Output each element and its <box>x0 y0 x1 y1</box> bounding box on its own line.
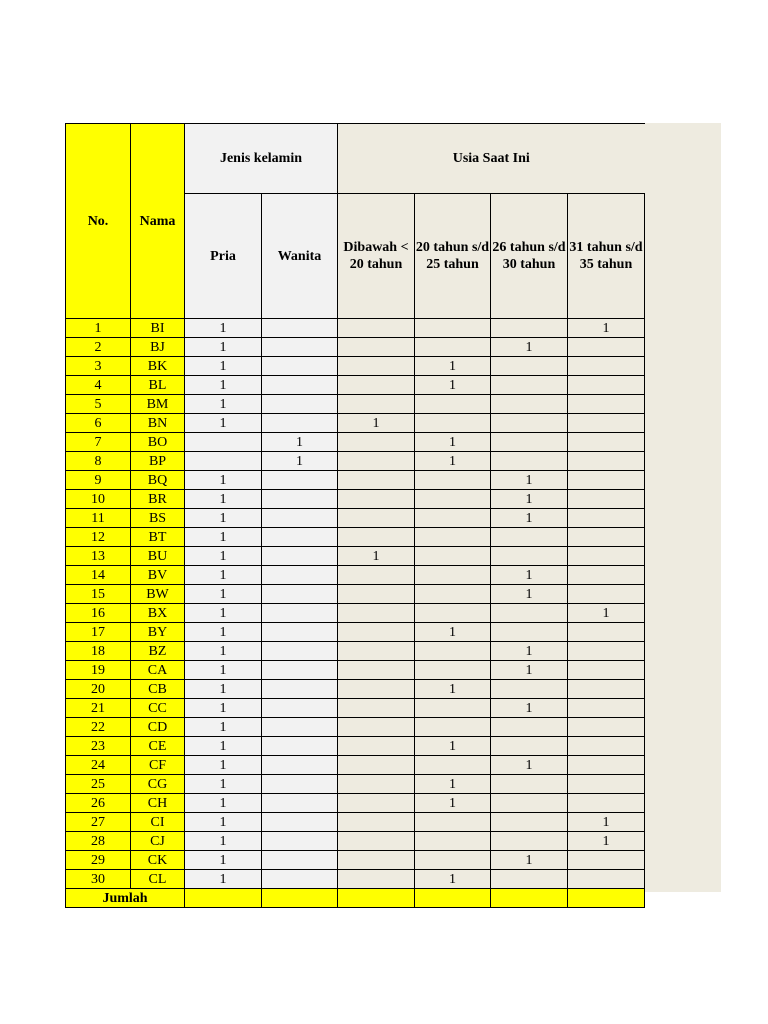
cell-wanita <box>262 547 338 566</box>
cell-wanita <box>262 376 338 395</box>
table-row <box>66 832 645 851</box>
cell-age-under-20 <box>338 794 415 813</box>
cell-age-20-25 <box>415 699 491 718</box>
footer-total-cell <box>338 889 415 908</box>
header-pria: Pria <box>185 194 262 319</box>
cell-age-20-25 <box>415 851 491 870</box>
cell-wanita <box>262 851 338 870</box>
footer-total-cell <box>262 889 338 908</box>
cell-age-under-20 <box>338 775 415 794</box>
cell-age-26-30: 1 <box>491 509 568 528</box>
header-no: No. <box>66 124 131 319</box>
table-row <box>66 775 645 794</box>
cell-age-20-25: 1 <box>415 870 491 889</box>
cell-wanita <box>262 395 338 414</box>
cell-age-31-35 <box>568 433 645 452</box>
cell-age-20-25 <box>415 471 491 490</box>
cell-nama: BW <box>131 585 185 604</box>
cell-age-31-35 <box>568 376 645 395</box>
cell-age-26-30: 1 <box>491 661 568 680</box>
header-nama: Nama <box>131 124 185 319</box>
cell-pria: 1 <box>185 338 262 357</box>
cell-age-under-20 <box>338 509 415 528</box>
cell-wanita <box>262 357 338 376</box>
cell-age-20-25 <box>415 395 491 414</box>
cell-no: 1 <box>66 319 131 338</box>
cell-pria: 1 <box>185 376 262 395</box>
cell-age-31-35: 1 <box>568 832 645 851</box>
cell-no: 29 <box>66 851 131 870</box>
table-row <box>66 870 645 889</box>
cell-nama: BJ <box>131 338 185 357</box>
cell-age-under-20 <box>338 338 415 357</box>
cell-age-under-20 <box>338 376 415 395</box>
table-row <box>66 566 645 585</box>
cell-no: 18 <box>66 642 131 661</box>
cell-age-26-30 <box>491 794 568 813</box>
cell-wanita <box>262 566 338 585</box>
cell-nama: BQ <box>131 471 185 490</box>
cell-no: 24 <box>66 756 131 775</box>
cell-age-20-25: 1 <box>415 376 491 395</box>
cell-wanita <box>262 699 338 718</box>
cell-age-26-30: 1 <box>491 851 568 870</box>
table-row <box>66 414 645 433</box>
table-row <box>66 699 645 718</box>
cell-age-20-25 <box>415 756 491 775</box>
cell-age-under-20 <box>338 452 415 471</box>
cell-no: 22 <box>66 718 131 737</box>
cell-no: 25 <box>66 775 131 794</box>
cell-age-under-20 <box>338 661 415 680</box>
cell-age-under-20 <box>338 357 415 376</box>
table-row <box>66 718 645 737</box>
cell-nama: CC <box>131 699 185 718</box>
cell-age-26-30 <box>491 395 568 414</box>
cell-no: 11 <box>66 509 131 528</box>
cell-pria: 1 <box>185 661 262 680</box>
cell-age-26-30: 1 <box>491 756 568 775</box>
cell-age-31-35 <box>568 851 645 870</box>
cell-nama: BP <box>131 452 185 471</box>
table-row <box>66 376 645 395</box>
cell-nama: CL <box>131 870 185 889</box>
footer-total-cell <box>185 889 262 908</box>
cell-age-20-25 <box>415 642 491 661</box>
cell-no: 6 <box>66 414 131 433</box>
cell-age-26-30 <box>491 604 568 623</box>
table-row <box>66 585 645 604</box>
cell-age-20-25: 1 <box>415 452 491 471</box>
cell-wanita <box>262 661 338 680</box>
cell-pria: 1 <box>185 623 262 642</box>
cell-age-31-35 <box>568 699 645 718</box>
cell-pria: 1 <box>185 414 262 433</box>
cell-no: 3 <box>66 357 131 376</box>
cell-wanita <box>262 642 338 661</box>
table-row <box>66 433 645 452</box>
cell-age-under-20 <box>338 851 415 870</box>
table-row <box>66 395 645 414</box>
header-age-26-30: 26 tahun s/d 30 tahun <box>491 194 568 319</box>
cell-age-20-25 <box>415 585 491 604</box>
cell-no: 13 <box>66 547 131 566</box>
table-row <box>66 338 645 357</box>
cell-age-31-35: 1 <box>568 813 645 832</box>
cell-pria: 1 <box>185 357 262 376</box>
cell-nama: BX <box>131 604 185 623</box>
cell-pria: 1 <box>185 490 262 509</box>
cell-age-26-30 <box>491 813 568 832</box>
cell-age-31-35 <box>568 794 645 813</box>
cell-nama: CJ <box>131 832 185 851</box>
cell-no: 14 <box>66 566 131 585</box>
cell-pria: 1 <box>185 756 262 775</box>
cell-wanita <box>262 756 338 775</box>
cell-pria: 1 <box>185 566 262 585</box>
cell-age-under-20 <box>338 832 415 851</box>
cell-pria: 1 <box>185 718 262 737</box>
cell-nama: CG <box>131 775 185 794</box>
table-row <box>66 756 645 775</box>
cell-age-under-20: 1 <box>338 547 415 566</box>
cell-pria: 1 <box>185 547 262 566</box>
cell-pria: 1 <box>185 680 262 699</box>
cell-wanita <box>262 490 338 509</box>
cell-age-31-35 <box>568 870 645 889</box>
table-row <box>66 623 645 642</box>
cell-wanita <box>262 509 338 528</box>
header-age-under-20: Dibawah < 20 tahun <box>338 194 415 319</box>
cell-no: 4 <box>66 376 131 395</box>
cell-nama: BR <box>131 490 185 509</box>
cell-age-31-35 <box>568 756 645 775</box>
cell-age-31-35: 1 <box>568 604 645 623</box>
cell-age-under-20 <box>338 490 415 509</box>
cell-age-under-20 <box>338 395 415 414</box>
footer-total-cell <box>415 889 491 908</box>
cell-no: 5 <box>66 395 131 414</box>
cell-pria: 1 <box>185 642 262 661</box>
cell-age-20-25: 1 <box>415 775 491 794</box>
cell-age-31-35 <box>568 718 645 737</box>
cell-age-26-30 <box>491 737 568 756</box>
cell-wanita <box>262 623 338 642</box>
table-row <box>66 680 645 699</box>
cell-nama: BU <box>131 547 185 566</box>
cell-age-26-30 <box>491 623 568 642</box>
cell-pria: 1 <box>185 851 262 870</box>
cell-pria: 1 <box>185 528 262 547</box>
cell-pria: 1 <box>185 585 262 604</box>
cell-age-26-30 <box>491 775 568 794</box>
cell-age-31-35 <box>568 775 645 794</box>
cell-age-20-25: 1 <box>415 794 491 813</box>
cell-age-31-35 <box>568 547 645 566</box>
cell-age-under-20: 1 <box>338 414 415 433</box>
cell-age-20-25 <box>415 528 491 547</box>
cell-age-20-25 <box>415 813 491 832</box>
cell-nama: CF <box>131 756 185 775</box>
cell-age-20-25: 1 <box>415 623 491 642</box>
cell-nama: CE <box>131 737 185 756</box>
cell-age-under-20 <box>338 585 415 604</box>
table-row <box>66 661 645 680</box>
cell-pria: 1 <box>185 870 262 889</box>
cell-no: 20 <box>66 680 131 699</box>
cell-age-26-30 <box>491 414 568 433</box>
cell-no: 26 <box>66 794 131 813</box>
cell-age-31-35 <box>568 357 645 376</box>
cell-no: 30 <box>66 870 131 889</box>
cell-wanita <box>262 338 338 357</box>
cell-age-under-20 <box>338 813 415 832</box>
header-age-20-25: 20 tahun s/d 25 tahun <box>415 194 491 319</box>
cell-nama: BT <box>131 528 185 547</box>
cell-nama: BV <box>131 566 185 585</box>
cell-pria: 1 <box>185 604 262 623</box>
cell-age-31-35: 1 <box>568 319 645 338</box>
cell-pria: 1 <box>185 699 262 718</box>
cell-nama: BS <box>131 509 185 528</box>
cell-no: 10 <box>66 490 131 509</box>
cell-nama: CK <box>131 851 185 870</box>
cell-age-26-30: 1 <box>491 585 568 604</box>
cell-age-20-25 <box>415 566 491 585</box>
cell-age-20-25 <box>415 338 491 357</box>
table-row <box>66 490 645 509</box>
cell-no: 2 <box>66 338 131 357</box>
cell-age-31-35 <box>568 509 645 528</box>
table-row <box>66 509 645 528</box>
cell-age-under-20 <box>338 433 415 452</box>
cell-nama: BK <box>131 357 185 376</box>
cell-age-26-30: 1 <box>491 490 568 509</box>
cell-pria: 1 <box>185 395 262 414</box>
cell-nama: CB <box>131 680 185 699</box>
cell-age-under-20 <box>338 699 415 718</box>
cell-pria: 1 <box>185 319 262 338</box>
cell-age-20-25: 1 <box>415 737 491 756</box>
cell-no: 19 <box>66 661 131 680</box>
cell-nama: BI <box>131 319 185 338</box>
cell-age-31-35 <box>568 528 645 547</box>
cell-age-26-30 <box>491 319 568 338</box>
cell-pria: 1 <box>185 794 262 813</box>
cell-age-20-25: 1 <box>415 680 491 699</box>
cell-age-31-35 <box>568 737 645 756</box>
cell-age-31-35 <box>568 471 645 490</box>
cell-no: 16 <box>66 604 131 623</box>
cell-pria: 1 <box>185 832 262 851</box>
cell-age-20-25 <box>415 319 491 338</box>
cell-wanita <box>262 471 338 490</box>
footer-label: Jumlah <box>66 889 185 908</box>
cell-age-26-30: 1 <box>491 566 568 585</box>
table-row <box>66 471 645 490</box>
table-row <box>66 357 645 376</box>
cell-nama: BZ <box>131 642 185 661</box>
cell-nama: CH <box>131 794 185 813</box>
cell-age-20-25 <box>415 604 491 623</box>
cell-no: 28 <box>66 832 131 851</box>
cell-age-31-35 <box>568 661 645 680</box>
cell-nama: BO <box>131 433 185 452</box>
cell-pria: 1 <box>185 737 262 756</box>
cell-age-20-25: 1 <box>415 357 491 376</box>
table-row <box>66 452 645 471</box>
cell-age-under-20 <box>338 471 415 490</box>
table-row <box>66 642 645 661</box>
cell-wanita <box>262 832 338 851</box>
cell-age-26-30 <box>491 376 568 395</box>
cell-pria <box>185 452 262 471</box>
cell-age-20-25 <box>415 661 491 680</box>
cell-no: 7 <box>66 433 131 452</box>
table-row <box>66 813 645 832</box>
cell-age-31-35 <box>568 680 645 699</box>
cell-age-20-25 <box>415 718 491 737</box>
cell-no: 12 <box>66 528 131 547</box>
cell-age-20-25 <box>415 509 491 528</box>
cell-pria <box>185 433 262 452</box>
cell-age-31-35 <box>568 395 645 414</box>
cell-age-26-30 <box>491 547 568 566</box>
cell-nama: BM <box>131 395 185 414</box>
cell-age-under-20 <box>338 566 415 585</box>
cell-age-26-30 <box>491 433 568 452</box>
table-row <box>66 604 645 623</box>
cell-pria: 1 <box>185 509 262 528</box>
cell-age-20-25 <box>415 490 491 509</box>
cell-age-31-35 <box>568 338 645 357</box>
cell-age-26-30: 1 <box>491 642 568 661</box>
table-row <box>66 851 645 870</box>
cell-wanita: 1 <box>262 433 338 452</box>
cell-no: 15 <box>66 585 131 604</box>
footer-total-cell <box>491 889 568 908</box>
cell-wanita <box>262 680 338 699</box>
cell-age-26-30 <box>491 680 568 699</box>
cell-no: 9 <box>66 471 131 490</box>
table-row <box>66 528 645 547</box>
cell-wanita <box>262 585 338 604</box>
cell-no: 17 <box>66 623 131 642</box>
cell-age-31-35 <box>568 623 645 642</box>
cell-age-20-25: 1 <box>415 433 491 452</box>
cell-age-20-25 <box>415 547 491 566</box>
cell-age-under-20 <box>338 623 415 642</box>
cell-age-31-35 <box>568 566 645 585</box>
table-row <box>66 794 645 813</box>
cell-wanita <box>262 794 338 813</box>
cell-age-under-20 <box>338 319 415 338</box>
cell-age-31-35 <box>568 642 645 661</box>
cell-wanita <box>262 414 338 433</box>
table-row <box>66 319 645 338</box>
table-row <box>66 737 645 756</box>
cell-wanita <box>262 528 338 547</box>
cell-age-under-20 <box>338 642 415 661</box>
cell-nama: BL <box>131 376 185 395</box>
header-jenis-kelamin: Jenis kelamin <box>185 124 338 194</box>
cell-age-under-20 <box>338 528 415 547</box>
cell-wanita <box>262 319 338 338</box>
cell-wanita <box>262 870 338 889</box>
cell-nama: BY <box>131 623 185 642</box>
cell-no: 8 <box>66 452 131 471</box>
cell-nama: BN <box>131 414 185 433</box>
cell-age-26-30: 1 <box>491 471 568 490</box>
cell-pria: 1 <box>185 775 262 794</box>
cell-age-26-30 <box>491 870 568 889</box>
cell-wanita <box>262 813 338 832</box>
cell-age-26-30: 1 <box>491 338 568 357</box>
cell-nama: CD <box>131 718 185 737</box>
table-row <box>66 547 645 566</box>
cell-wanita <box>262 604 338 623</box>
header-usia: Usia Saat Ini <box>338 124 645 194</box>
cell-age-31-35 <box>568 452 645 471</box>
cell-no: 23 <box>66 737 131 756</box>
cell-no: 27 <box>66 813 131 832</box>
cell-age-31-35 <box>568 490 645 509</box>
cell-nama: CI <box>131 813 185 832</box>
cell-age-under-20 <box>338 737 415 756</box>
cell-age-26-30 <box>491 718 568 737</box>
cell-age-under-20 <box>338 718 415 737</box>
cell-age-26-30 <box>491 357 568 376</box>
cell-age-under-20 <box>338 756 415 775</box>
cell-wanita <box>262 737 338 756</box>
cell-age-26-30 <box>491 528 568 547</box>
cell-wanita <box>262 718 338 737</box>
cell-no: 21 <box>66 699 131 718</box>
data-table <box>65 123 645 908</box>
cell-age-31-35 <box>568 585 645 604</box>
cell-pria: 1 <box>185 813 262 832</box>
footer-row <box>66 889 645 908</box>
cell-wanita: 1 <box>262 452 338 471</box>
cell-age-under-20 <box>338 870 415 889</box>
cell-age-26-30 <box>491 452 568 471</box>
cell-age-under-20 <box>338 680 415 699</box>
cell-age-20-25 <box>415 414 491 433</box>
cell-age-31-35 <box>568 414 645 433</box>
header-age-31-35: 31 tahun s/d 35 tahun <box>568 194 645 319</box>
cell-nama: CA <box>131 661 185 680</box>
cell-age-20-25 <box>415 832 491 851</box>
cell-pria: 1 <box>185 471 262 490</box>
cell-age-26-30 <box>491 832 568 851</box>
footer-total-cell <box>568 889 645 908</box>
cell-age-under-20 <box>338 604 415 623</box>
cell-wanita <box>262 775 338 794</box>
header-wanita: Wanita <box>262 194 338 319</box>
cell-age-26-30: 1 <box>491 699 568 718</box>
